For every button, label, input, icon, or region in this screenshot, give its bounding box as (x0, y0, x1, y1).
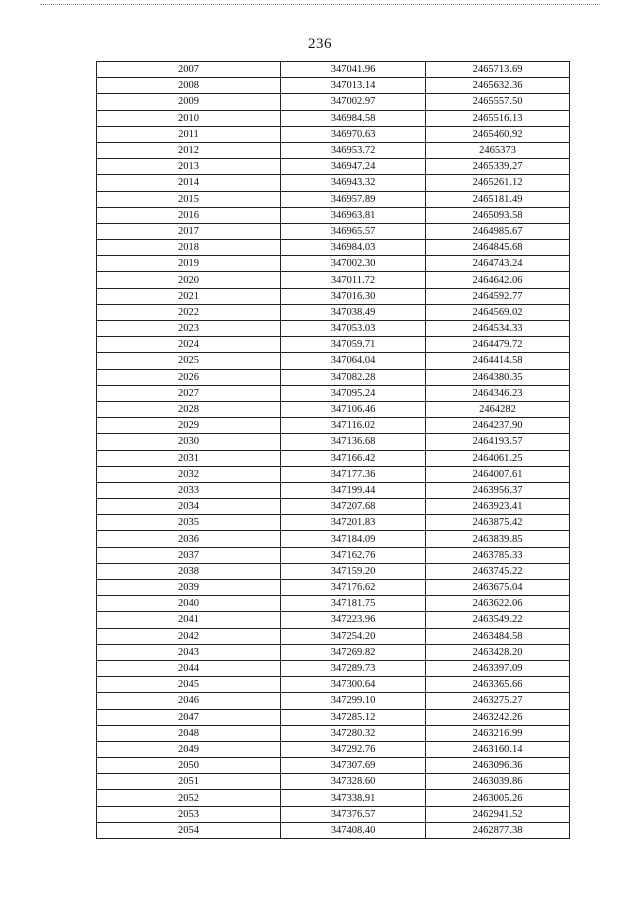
x-coordinate-cell: 346953.72 (281, 142, 426, 158)
table-row (97, 94, 570, 110)
y-coordinate-cell: 2463675.04 (426, 580, 570, 596)
table-row (97, 774, 570, 790)
point-id-cell: 2014 (97, 175, 281, 191)
y-coordinate-cell: 2463923.41 (426, 499, 570, 515)
table-row (97, 547, 570, 563)
y-coordinate-cell: 2464592.77 (426, 288, 570, 304)
x-coordinate-cell: 346963.81 (281, 207, 426, 223)
y-coordinate-cell: 2464380.35 (426, 369, 570, 385)
table-row (97, 62, 570, 78)
table-row (97, 806, 570, 822)
y-coordinate-cell: 2465460.92 (426, 126, 570, 142)
table-row (97, 272, 570, 288)
point-id-cell: 2043 (97, 644, 281, 660)
point-id-cell: 2046 (97, 693, 281, 709)
point-id-cell: 2052 (97, 790, 281, 806)
y-coordinate-cell: 2465093.58 (426, 207, 570, 223)
point-id-cell: 2045 (97, 677, 281, 693)
y-coordinate-cell: 2463484.58 (426, 628, 570, 644)
y-coordinate-cell: 2465181.49 (426, 191, 570, 207)
point-id-cell: 2039 (97, 580, 281, 596)
point-id-cell: 2035 (97, 515, 281, 531)
table-row (97, 725, 570, 741)
x-coordinate-cell: 347159.20 (281, 563, 426, 579)
point-id-cell: 2027 (97, 385, 281, 401)
x-coordinate-cell: 347082.28 (281, 369, 426, 385)
y-coordinate-cell: 2464237.90 (426, 418, 570, 434)
table-row (97, 482, 570, 498)
x-coordinate-cell: 347408.40 (281, 822, 426, 838)
y-coordinate-cell: 2463039.86 (426, 774, 570, 790)
x-coordinate-cell: 346984.58 (281, 110, 426, 126)
point-id-cell: 2051 (97, 774, 281, 790)
table-row (97, 628, 570, 644)
x-coordinate-cell: 347223.96 (281, 612, 426, 628)
y-coordinate-cell: 2465373 (426, 142, 570, 158)
point-id-cell: 2016 (97, 207, 281, 223)
y-coordinate-cell: 2465557.50 (426, 94, 570, 110)
x-coordinate-cell: 347269.82 (281, 644, 426, 660)
table-row (97, 758, 570, 774)
x-coordinate-cell: 347059.71 (281, 337, 426, 353)
table-row (97, 677, 570, 693)
y-coordinate-cell: 2464282 (426, 401, 570, 417)
point-id-cell: 2030 (97, 434, 281, 450)
y-coordinate-cell: 2463365.66 (426, 677, 570, 693)
x-coordinate-cell: 347176.62 (281, 580, 426, 596)
x-coordinate-cell: 347300.64 (281, 677, 426, 693)
y-coordinate-cell: 2464346.23 (426, 385, 570, 401)
y-coordinate-cell: 2464743.24 (426, 256, 570, 272)
table-row (97, 822, 570, 838)
point-id-cell: 2012 (97, 142, 281, 158)
y-coordinate-cell: 2464479.72 (426, 337, 570, 353)
page-top-rule (40, 4, 600, 5)
x-coordinate-cell: 347201.83 (281, 515, 426, 531)
x-coordinate-cell: 346965.57 (281, 223, 426, 239)
x-coordinate-cell: 347207.68 (281, 499, 426, 515)
y-coordinate-cell: 2464569.02 (426, 304, 570, 320)
table-row (97, 304, 570, 320)
x-coordinate-cell: 347299.10 (281, 693, 426, 709)
coordinate-table (96, 61, 570, 839)
point-id-cell: 2018 (97, 240, 281, 256)
point-id-cell: 2054 (97, 822, 281, 838)
point-id-cell: 2047 (97, 709, 281, 725)
point-id-cell: 2009 (97, 94, 281, 110)
table-row (97, 660, 570, 676)
table-row (97, 142, 570, 158)
point-id-cell: 2023 (97, 321, 281, 337)
y-coordinate-cell: 2463275.27 (426, 693, 570, 709)
point-id-cell: 2048 (97, 725, 281, 741)
x-coordinate-cell: 347184.09 (281, 531, 426, 547)
x-coordinate-cell: 347199.44 (281, 482, 426, 498)
x-coordinate-cell: 347053.03 (281, 321, 426, 337)
y-coordinate-cell: 2464193.57 (426, 434, 570, 450)
point-id-cell: 2050 (97, 758, 281, 774)
y-coordinate-cell: 2463839.85 (426, 531, 570, 547)
table-row (97, 531, 570, 547)
point-id-cell: 2049 (97, 741, 281, 757)
table-row (97, 515, 570, 531)
table-row (97, 693, 570, 709)
table-row (97, 78, 570, 94)
point-id-cell: 2007 (97, 62, 281, 78)
point-id-cell: 2044 (97, 660, 281, 676)
x-coordinate-cell: 347376.57 (281, 806, 426, 822)
x-coordinate-cell: 347166.42 (281, 450, 426, 466)
table-row (97, 790, 570, 806)
point-id-cell: 2053 (97, 806, 281, 822)
point-id-cell: 2029 (97, 418, 281, 434)
table-row (97, 256, 570, 272)
point-id-cell: 2028 (97, 401, 281, 417)
table-row (97, 337, 570, 353)
y-coordinate-cell: 2463785.33 (426, 547, 570, 563)
point-id-cell: 2040 (97, 596, 281, 612)
y-coordinate-cell: 2463428.20 (426, 644, 570, 660)
point-id-cell: 2033 (97, 482, 281, 498)
x-coordinate-cell: 346970.63 (281, 126, 426, 142)
y-coordinate-cell: 2463005.26 (426, 790, 570, 806)
table-row (97, 385, 570, 401)
table-row (97, 353, 570, 369)
x-coordinate-cell: 346947.24 (281, 159, 426, 175)
table-row (97, 175, 570, 191)
point-id-cell: 2017 (97, 223, 281, 239)
x-coordinate-cell: 347002.97 (281, 94, 426, 110)
point-id-cell: 2019 (97, 256, 281, 272)
x-coordinate-cell: 347181.75 (281, 596, 426, 612)
point-id-cell: 2034 (97, 499, 281, 515)
point-id-cell: 2031 (97, 450, 281, 466)
table-row (97, 240, 570, 256)
x-coordinate-cell: 347162.76 (281, 547, 426, 563)
y-coordinate-cell: 2463875.42 (426, 515, 570, 531)
x-coordinate-cell: 347307.69 (281, 758, 426, 774)
x-coordinate-cell: 347338.91 (281, 790, 426, 806)
table-row (97, 401, 570, 417)
y-coordinate-cell: 2465516.13 (426, 110, 570, 126)
y-coordinate-cell: 2465261.12 (426, 175, 570, 191)
x-coordinate-cell: 347280.32 (281, 725, 426, 741)
y-coordinate-cell: 2464642.06 (426, 272, 570, 288)
table-row (97, 191, 570, 207)
x-coordinate-cell: 347013.14 (281, 78, 426, 94)
x-coordinate-cell: 346943.32 (281, 175, 426, 191)
table-row (97, 741, 570, 757)
point-id-cell: 2008 (97, 78, 281, 94)
x-coordinate-cell: 347292.76 (281, 741, 426, 757)
y-coordinate-cell: 2465713.69 (426, 62, 570, 78)
point-id-cell: 2042 (97, 628, 281, 644)
table-row (97, 709, 570, 725)
point-id-cell: 2010 (97, 110, 281, 126)
point-id-cell: 2021 (97, 288, 281, 304)
table-row (97, 466, 570, 482)
x-coordinate-cell: 346984.03 (281, 240, 426, 256)
y-coordinate-cell: 2462941.52 (426, 806, 570, 822)
x-coordinate-cell: 346957.89 (281, 191, 426, 207)
y-coordinate-cell: 2464061.25 (426, 450, 570, 466)
x-coordinate-cell: 347016.30 (281, 288, 426, 304)
table-row (97, 159, 570, 175)
coordinate-table-body (97, 62, 570, 839)
table-row (97, 612, 570, 628)
y-coordinate-cell: 2465632.36 (426, 78, 570, 94)
y-coordinate-cell: 2463549.22 (426, 612, 570, 628)
point-id-cell: 2013 (97, 159, 281, 175)
x-coordinate-cell: 347011.72 (281, 272, 426, 288)
table-row (97, 563, 570, 579)
y-coordinate-cell: 2464985.67 (426, 223, 570, 239)
y-coordinate-cell: 2463745.22 (426, 563, 570, 579)
point-id-cell: 2037 (97, 547, 281, 563)
table-row (97, 369, 570, 385)
point-id-cell: 2020 (97, 272, 281, 288)
y-coordinate-cell: 2463622.06 (426, 596, 570, 612)
x-coordinate-cell: 347106.46 (281, 401, 426, 417)
x-coordinate-cell: 347038.49 (281, 304, 426, 320)
y-coordinate-cell: 2463956.37 (426, 482, 570, 498)
point-id-cell: 2032 (97, 466, 281, 482)
point-id-cell: 2041 (97, 612, 281, 628)
y-coordinate-cell: 2463160.14 (426, 741, 570, 757)
y-coordinate-cell: 2463397.09 (426, 660, 570, 676)
y-coordinate-cell: 2463216.99 (426, 725, 570, 741)
point-id-cell: 2038 (97, 563, 281, 579)
x-coordinate-cell: 347136.68 (281, 434, 426, 450)
y-coordinate-cell: 2464534.33 (426, 321, 570, 337)
y-coordinate-cell: 2464007.61 (426, 466, 570, 482)
point-id-cell: 2022 (97, 304, 281, 320)
table-row (97, 434, 570, 450)
x-coordinate-cell: 347289.73 (281, 660, 426, 676)
x-coordinate-cell: 347064.04 (281, 353, 426, 369)
x-coordinate-cell: 347002.30 (281, 256, 426, 272)
x-coordinate-cell: 347328.60 (281, 774, 426, 790)
point-id-cell: 2011 (97, 126, 281, 142)
table-row (97, 207, 570, 223)
x-coordinate-cell: 347254.20 (281, 628, 426, 644)
table-row (97, 450, 570, 466)
point-id-cell: 2025 (97, 353, 281, 369)
y-coordinate-cell: 2463096.36 (426, 758, 570, 774)
table-row (97, 321, 570, 337)
table-row (97, 223, 570, 239)
table-row (97, 418, 570, 434)
point-id-cell: 2036 (97, 531, 281, 547)
point-id-cell: 2026 (97, 369, 281, 385)
table-row (97, 580, 570, 596)
y-coordinate-cell: 2465339.27 (426, 159, 570, 175)
x-coordinate-cell: 347041.96 (281, 62, 426, 78)
x-coordinate-cell: 347116.02 (281, 418, 426, 434)
table-row (97, 499, 570, 515)
table-row (97, 596, 570, 612)
table-row (97, 126, 570, 142)
point-id-cell: 2015 (97, 191, 281, 207)
table-row (97, 644, 570, 660)
x-coordinate-cell: 347095.24 (281, 385, 426, 401)
table-row (97, 288, 570, 304)
y-coordinate-cell: 2463242.26 (426, 709, 570, 725)
point-id-cell: 2024 (97, 337, 281, 353)
y-coordinate-cell: 2462877.38 (426, 822, 570, 838)
table-row (97, 110, 570, 126)
page-number: 236 (308, 36, 332, 52)
y-coordinate-cell: 2464414.58 (426, 353, 570, 369)
x-coordinate-cell: 347177.36 (281, 466, 426, 482)
y-coordinate-cell: 2464845.68 (426, 240, 570, 256)
x-coordinate-cell: 347285.12 (281, 709, 426, 725)
